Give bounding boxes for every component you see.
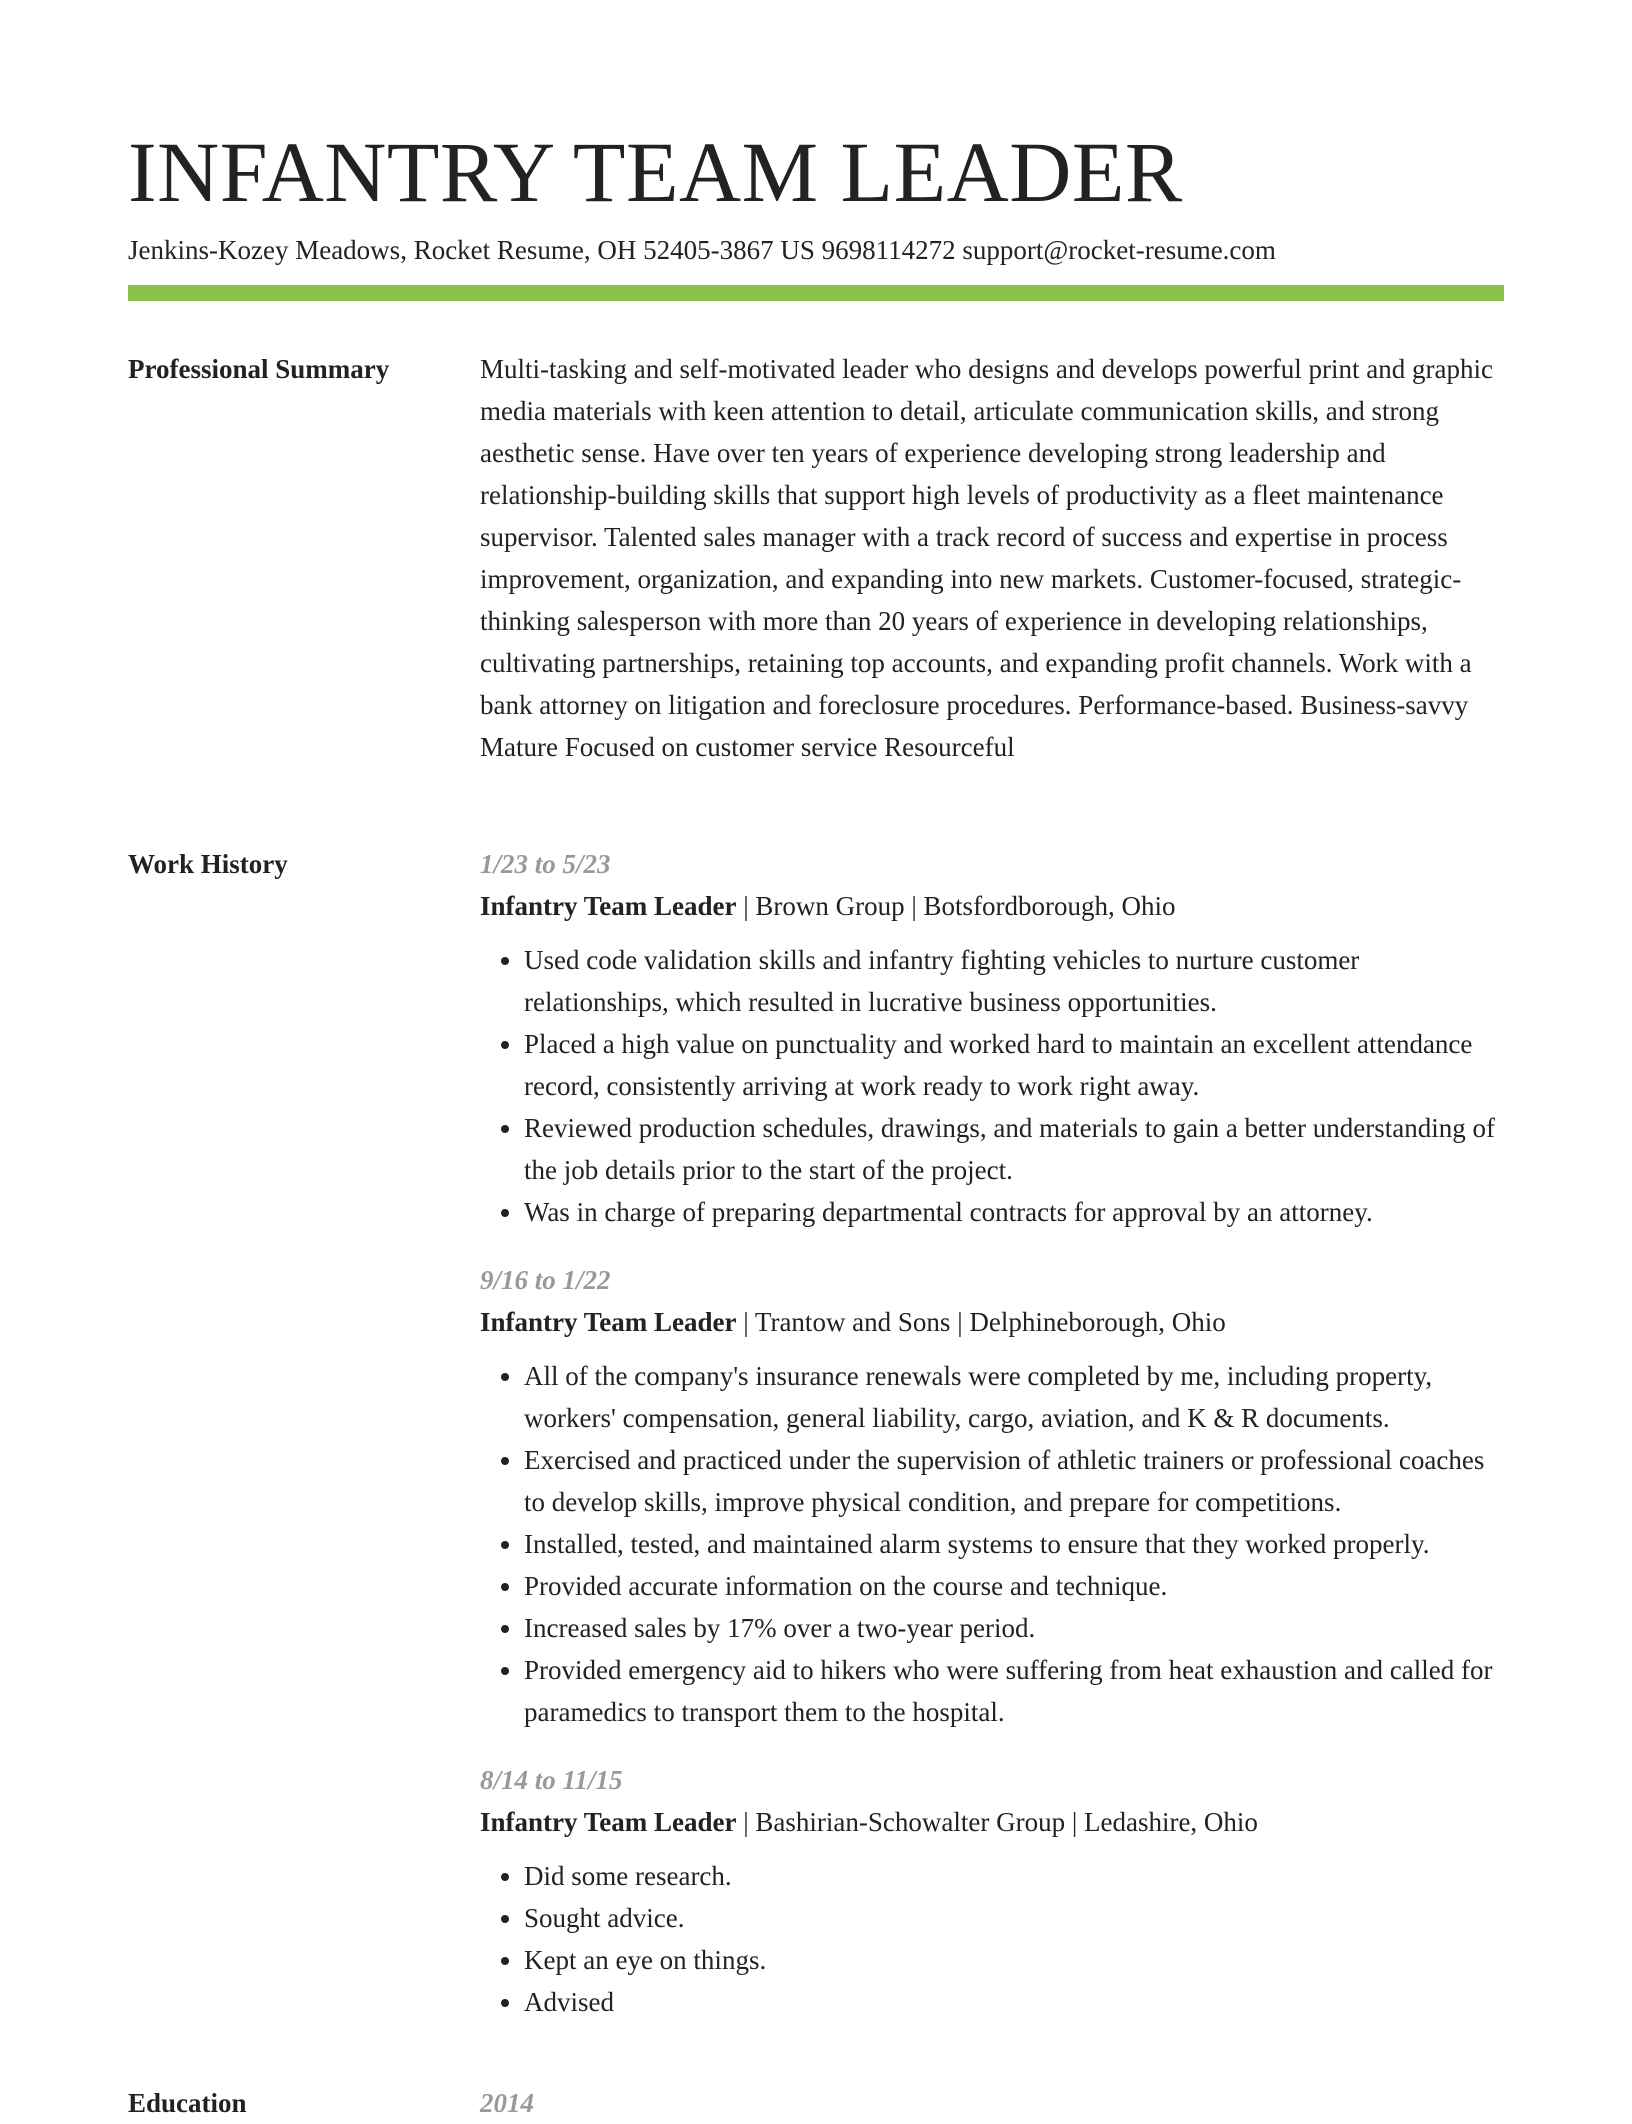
- job-bullet: • Advised: [524, 1981, 1504, 2023]
- job-entry: [480, 1259, 1504, 1733]
- job-bullet-list: [480, 1855, 1504, 2023]
- job-bullet: • Provided emergency aid to hikers who were suffering from heat exhaustion and called for paramedics to transport them to the hospital.: [524, 1649, 1504, 1733]
- job-bullet: • Provided accurate information on the course and technique.: [524, 1565, 1504, 1607]
- job-title: Infantry Team Leader: [480, 1307, 737, 1337]
- job-entry: [480, 1759, 1504, 2023]
- header-accent-divider: [128, 285, 1504, 301]
- job-bullet: • Increased sales by 17% over a two-year period.: [524, 1607, 1504, 1649]
- job-bullet-list: [480, 1355, 1504, 1733]
- job-employer-location: | Brown Group | Botsfordborough, Ohio: [736, 891, 1176, 921]
- candidate-name: INFANTRY TEAM LEADER: [128, 124, 1183, 220]
- job-bullet: • Placed a high value on punctuality and worked hard to maintain an excellent attendance record, consistently arriving at work ready to work right away.: [524, 1023, 1504, 1107]
- job-date: 1/23 to 5/23: [480, 849, 611, 879]
- education-body: [480, 2082, 1504, 2124]
- job-title: Infantry Team Leader: [480, 1807, 737, 1837]
- job-bullet: • All of the company's insurance renewals were completed by me, including property, workers' compensation, general liability, cargo, aviation, and K & R documents.: [524, 1355, 1504, 1439]
- contact-line: Jenkins-Kozey Meadows, Rocket Resume, OH 52405-3867 US 9698114272 support@rocket-resume.com: [128, 235, 1276, 265]
- job-employer-location: | Bashirian-Schowalter Group | Ledashire, Ohio: [736, 1807, 1258, 1837]
- job-bullet: • Installed, tested, and maintained alarm systems to ensure that they worked properly.: [524, 1523, 1504, 1565]
- job-bullet-list: [480, 939, 1504, 1233]
- job-heading: [480, 1301, 1504, 1343]
- summary-body: [480, 348, 1504, 768]
- section-label-summary: Professional Summary: [128, 354, 390, 384]
- section-label-work-history: Work History: [128, 849, 288, 879]
- job-bullet: • Reviewed production schedules, drawings, and materials to gain a better understanding of the job details prior to the start of the project.: [524, 1107, 1504, 1191]
- job-bullet: • Did some research.: [524, 1855, 1504, 1897]
- job-bullet: • Exercised and practiced under the supervision of athletic trainers or professional coaches to develop skills, improve physical condition, and prepare for competitions.: [524, 1439, 1504, 1523]
- job-heading: [480, 1801, 1504, 1843]
- work-history-body: [480, 843, 1504, 2049]
- job-title: Infantry Team Leader: [480, 891, 737, 921]
- job-bullet: • Kept an eye on things.: [524, 1939, 1504, 1981]
- job-bullet: • Used code validation skills and infantry fighting vehicles to nurture customer relationships, which resulted in lucrative business opportunities.: [524, 939, 1504, 1023]
- summary-text: Multi-tasking and self-motivated leader who designs and develops powerful print and graphic media materials with keen attention to detail, articulate communication skills, and strong aesthetic sense. Have over ten years of experience developing strong leadership and relationship-building skills that support high levels of productivity as a fleet maintenance supervisor. Talented sales manager with a track record of success and expertise in process improvement, organization, and expanding into new markets. Customer-focused, strategic-thinking salesperson with more than 20 years of experience in developing relationships, cultivating partnerships, retaining top accounts, and expanding profit channels. Work with a bank attorney on litigation and foreclosure procedures. Performance-based. Business-savvy Mature Focused on customer service Resourceful: [480, 354, 1493, 762]
- section-label-education: Education: [128, 2088, 247, 2118]
- job-employer-location: | Trantow and Sons | Delphineborough, Ohio: [736, 1307, 1226, 1337]
- job-bullet: • Was in charge of preparing departmental contracts for approval by an attorney.: [524, 1191, 1504, 1233]
- job-date: 8/14 to 11/15: [480, 1765, 623, 1795]
- job-bullet: • Sought advice.: [524, 1897, 1504, 1939]
- job-date: 9/16 to 1/22: [480, 1265, 611, 1295]
- job-entry: [480, 843, 1504, 1233]
- education-date: 2014: [480, 2088, 534, 2118]
- job-heading: [480, 885, 1504, 927]
